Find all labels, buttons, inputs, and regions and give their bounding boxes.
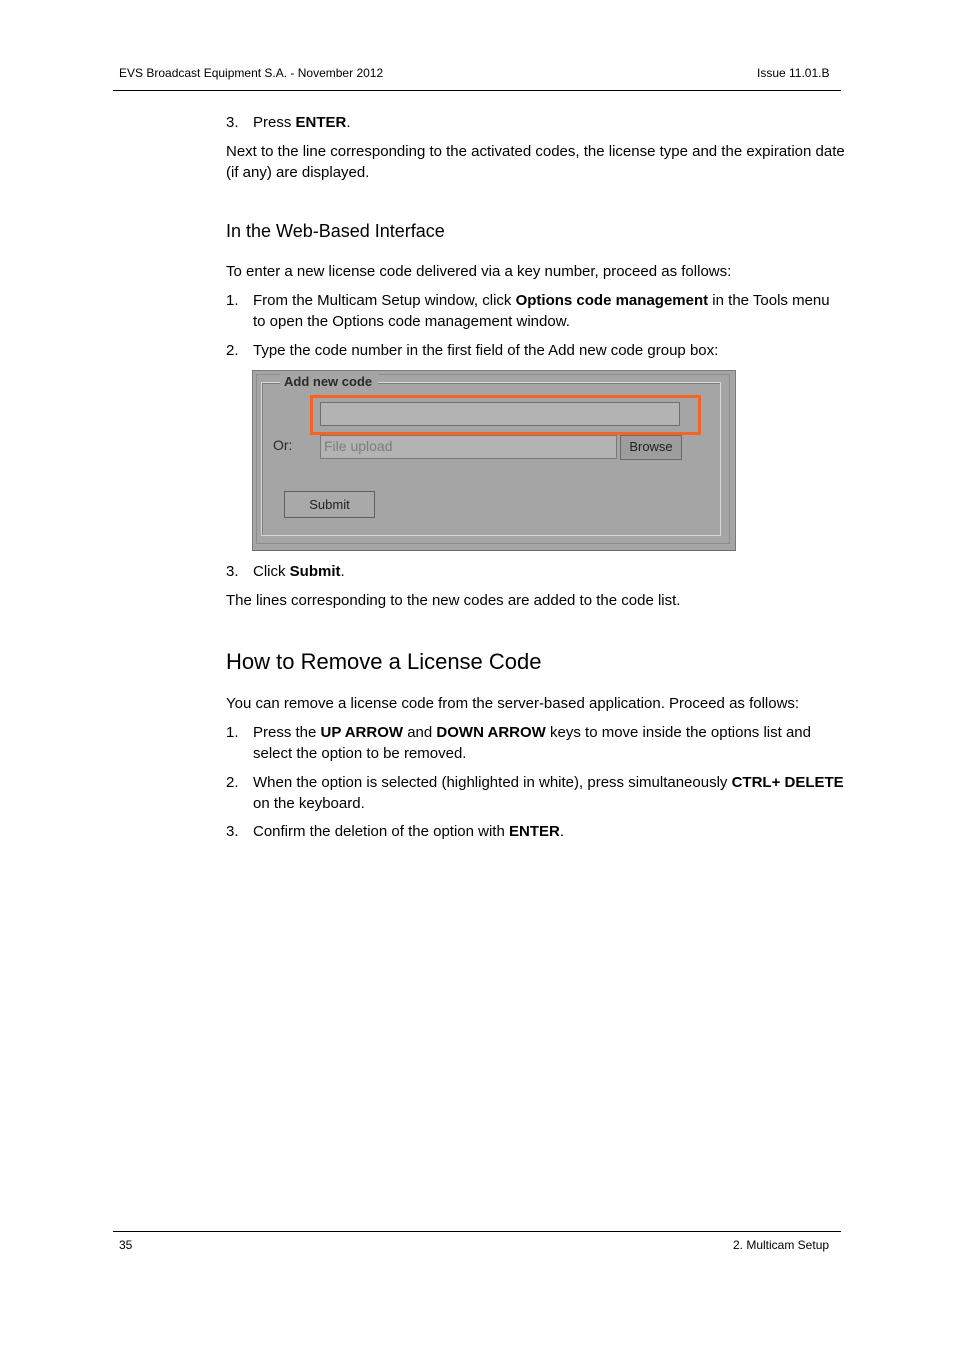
step-text-end: . (559, 823, 564, 840)
step-text: Type the code number in the first field of the Add new code group box: (253, 342, 719, 359)
section-heading-remove: How to Remove a License Code (226, 649, 542, 674)
step-text: When the option is selected (highlighted in white), press simultaneously (253, 774, 732, 791)
web-intro: To enter a new license code delivered via a key number, proceed as follows: (226, 263, 732, 280)
chapter-label: 2. Multicam Setup (733, 1238, 830, 1252)
step-text: Confirm the deletion of the option with (253, 823, 509, 840)
step-number: 2. (226, 774, 239, 791)
step-number: 2. (226, 342, 239, 359)
step-text: Click (253, 563, 290, 580)
footer-rule (113, 1231, 841, 1232)
highlight-box (310, 395, 701, 435)
browse-button[interactable]: Browse (620, 435, 682, 460)
remove-intro: You can remove a license code from the server-based application. Proceed as follows: (226, 695, 800, 712)
step-text-end: in the Tools menu to open the Options code management window. (253, 292, 830, 330)
step-number: 3. (226, 114, 239, 131)
step-number: 3. (226, 563, 239, 580)
step-bold-2: DOWN ARROW (436, 724, 546, 741)
step-number: 1. (226, 292, 239, 309)
add-new-code-screenshot (252, 370, 736, 551)
step-text-end: . (340, 563, 345, 580)
step-bold: Options code management (515, 292, 709, 309)
section-heading-web: In the Web-Based Interface (226, 221, 445, 241)
web-after: The lines corresponding to the new codes are added to the code list. (226, 592, 681, 609)
header-left: EVS Broadcast Equipment S.A. - November 2012 (119, 66, 384, 80)
page-number: 35 (119, 1238, 133, 1252)
top-step (226, 112, 846, 133)
groupbox-legend: Add new code (280, 374, 378, 389)
step-text-mid: and (403, 724, 437, 741)
step-number: 1. (226, 724, 239, 741)
step-bold: UP ARROW (320, 724, 404, 741)
step-text-end: keys to move inside the options list and select the option to be removed. (253, 724, 811, 762)
web-step-3 (226, 561, 846, 582)
step-bold: ENTER (295, 114, 347, 131)
step-bold: Submit (289, 563, 341, 580)
web-step-2 (226, 340, 846, 361)
header-right: Issue 11.01.B (757, 66, 830, 80)
remove-step-2 (226, 772, 846, 814)
step-number: 3. (226, 823, 239, 840)
step-text: Press the (253, 724, 321, 741)
submit-button[interactable]: Submit (284, 491, 375, 518)
top-paragraph: Next to the line corresponding to the activated codes, the license type and the expiration date (if any) are displayed. (226, 143, 845, 181)
remove-step-3 (226, 821, 846, 842)
web-step-1 (226, 290, 846, 332)
step-text: From the Multicam Setup window, click (253, 292, 516, 309)
step-bold: ENTER (508, 823, 560, 840)
step-text: Press (253, 114, 296, 131)
or-label: Or: (273, 437, 293, 453)
step-text-end: on the keyboard. (253, 795, 365, 812)
step-bold: CTRL+ DELETE (731, 774, 844, 791)
header-rule (113, 90, 841, 91)
remove-step-1 (226, 722, 846, 764)
file-upload-input[interactable]: File upload (320, 435, 617, 459)
step-text-end: . (346, 114, 351, 131)
